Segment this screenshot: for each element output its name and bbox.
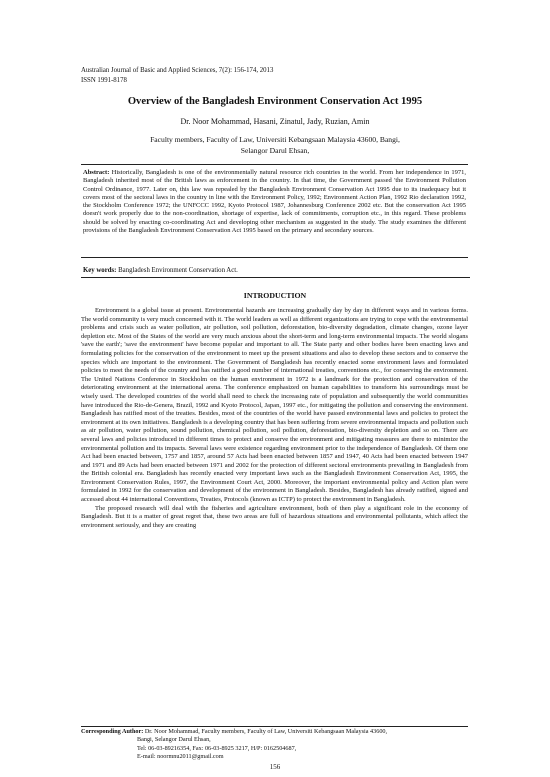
abstract-text: Historically, Bangladesh is one of the environmentally natural resource rich countries in the world. From her independence in 1971, Bangladesh inherited most of the British laws as enforcement in the country. In that time, the Government passed 'the Environment Pollution Control Ordinance, 1977. Later on, this law was repealed by the Bangladesh Environment Conservation Act 1995 due to its inadequacy but it covers most of the sectoral laws in the country in line with the Environment Policy, 1992; Environment Action Plan, 1992 Rio declaration 1992, the Stockholm Conference 1972; the UNFCCC 1992, Kyoto Protocol 1987, Johannesburg Conference 2002 etc. But the conservation Act 1995 doesn't work properly due to the non-coordination, shortage of expertise, lack of commitments, corruption etc., in this regard. These problems should be solved by enacting co-coordinating Act and developing other mechanism as suggested in the study. The study examines the different provisions of the Bangladesh Environment Conservation Act 1995 based on the primary and secondary sources. [83,169,467,235]
journal-citation: Australian Journal of Basic and Applied Sciences, 7(2): 156-174, 2013 [81,67,274,74]
footnote-line-3: Tel: 06-03-89216354, Fax: 06-03-8925 3217, H/P: 0162504687, [137,744,297,752]
footnote-line-1: Dr. Noor Mohammad, Faculty members, Faculty of Law, Universiti Kebangsaan Malaysia 43600, [144,728,388,735]
footnote-line-4: E-mail: noormnu2011@gmail.com [137,753,224,761]
affiliation-line-2: Selangor Darul Ehsan, [240,145,310,155]
paper-authors: Dr. Noor Mohammad, Hasani, Zinatul, Jady, Ruzian, Amin [180,117,370,126]
introduction-paragraph-2: The proposed research will deal with the fisheries and agriculture environment, both of then play a significant role in the economy of Bangladesh. But it is a matter of great regret that, these two areas are full of hazardous situations and environmental pollutants, which affect the environment seriously, and they are creating [81,504,468,529]
abstract-paragraph [83,169,466,235]
keywords-section [81,265,470,278]
keywords-text: Bangladesh Environment Conservation Act. [118,267,238,274]
journal-header [81,66,273,86]
introduction-paragraph-1: Environment is a global issue at present. Environmental hazards are increasing gradually day by day in different ways and in various forms. The world community is very much concerned with it. The world leaders as well as different organizations are trying to cope with the environmental problems and crisis such as water pollution, air pollution, soil pollution, deforestation, bio-diversity degradation, climate changes, ozone layer depletion etc. Most of the States of the world are very much anxious about the short-term and long-term environmental impacts. The world slogans 'save the earth'; 'save the environment' have become popular and important to all. The State party and other bodies have been enacting laws and formulating policies for the conservation of the environment to meet up the present situations and also to develop these sectors and to conserve the species which are important to the environment. The Government of Bangladesh has recently enacted some environment laws and formulated policies to meet the needs of the country and has ratified a good number of international treaties, conventions etc., for conserving the environment. The United Nations Conference in Stockholm on the human environment in 1972 is a landmark for the protection and conservation of the deteriorating environment at the international arena. The conference emphasized on human capabilities to transform his surroundings must be wisely used. The developed countries of the world shall need to check the increasing rate of population and subsequently the world communities have introduced the Rio-de-Genera, Brazil, 1992 and Kyoto Protocol, Japan, 1997 etc., for mitigating the pollution and conserving the environment. Bangladesh has ratified most of the treaties. Besides, most of the countries of the world have passed environmental laws and policies to protect the environment at its own initiatives. Bangladesh is a developing country that has been suffering from severe environmental impacts and pollution such as air pollution, water pollution, sound pollution, chemical pollution, soil pollution, deforestation, bio-diversity depletion and so on. There are several laws and policies introduced in different times to protect and conserve the environment and mitigating measures are there to minimize the environmental pollution and its impacts. Several laws were existence regarding environment prior to the independence of Bangladesh. Of them one Act had been enacted between, 1757 and 1857, around 57 Acts had been enacted between 1857 and 1947, 40 Acts had been enacted between 1947 and 1971 and 89 Acts had been enacted between 1971 and 2002 for the protection of different sectoral environments prevailing in Bangladesh from the British colonial era. Bangladesh has recently enacted very important laws such as the Bangladesh Environment Conservation Act, 1995, the Environment Conservation Rules, 1997, the Environment Court Act, 2000. Moreover, the important environmental policy and Action plan were formulated in 1992 for the conservation and development of the environment in Bangladesh. Besides, Bangladesh has already ratified, signed and accessed about 44 international Conventions, Treaties, Protocols (known as ICTP) to protect the environment in Bangladesh. [81,307,468,504]
keywords-label: Key words: [83,267,117,274]
introduction-body [81,307,468,530]
abstract-label: Abstract: [83,169,110,176]
author-affiliation [0,135,550,156]
introduction-heading: INTRODUCTION [243,291,307,300]
footnote-divider [81,726,468,727]
footnote-label: Corresponding Author: [81,728,144,735]
footnote-line-2: Bangi, Selangor Darul Ehsan, [137,736,211,744]
abstract-section [81,164,468,258]
corresponding-author-footnote [81,728,468,762]
page-number: 156 [269,763,281,771]
journal-issn: ISSN 1991-8178 [81,77,127,84]
paper-title: Overview of the Bangladesh Environment Conservation Act 1995 [127,96,423,107]
footnote-first-row [81,728,468,736]
affiliation-line-1: Faculty members, Faculty of Law, Universiti Kebangsaan Malaysia 43600, Bangi, [150,135,400,144]
